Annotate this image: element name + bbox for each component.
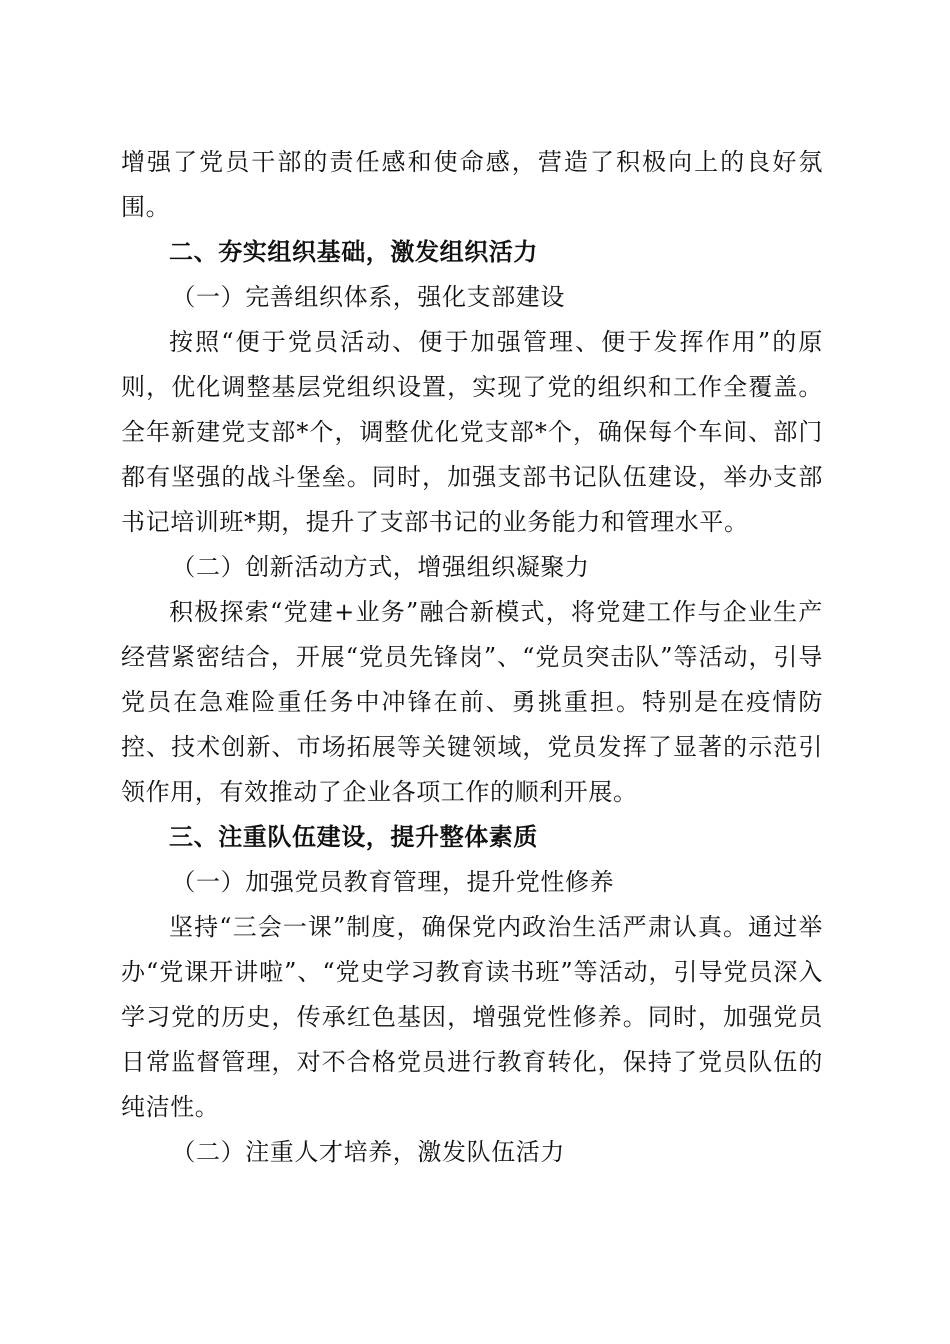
document-body	[121, 140, 823, 1175]
section-heading-3: 三、注重队伍建设，提升整体素质	[169, 823, 538, 851]
paragraph-activity-innovation: 积极探索“党建+业务”融合新模式，将党建工作与企业生产经营紧密结合，开展“党员先锋岗”、“党员突击队”等活动，引导党员在急难险重任务中冲锋在前、勇挑重担。特别是在疫情防控、技术创新、市场拓展等关键领域，党员发挥了显著的示范引领作用，有效推动了企业各项工作的顺利开展。	[121, 598, 823, 806]
subsection-heading-2-2: （二）创新活动方式，增强组织凝聚力	[171, 553, 590, 581]
subsection-heading-3-2: （二）注重人才培养，激发队伍活力	[171, 1138, 565, 1166]
section-heading-2: 二、夯实组织基础，激发组织活力	[169, 238, 538, 266]
paragraph-member-education: 坚持“三会一课”制度，确保党内政治生活严肃认真。通过举办“党课开讲啦”、“党史学习教育读书班”等活动，引导党员深入学习党的历史，传承红色基因，增强党性修养。同时，加强党员日常监督管理，对不合格党员进行教育转化，保持了党员队伍的纯洁性。	[121, 913, 823, 1121]
paragraph-continuation: 增强了党员干部的责任感和使命感，营造了积极向上的良好氛围。	[121, 148, 823, 221]
subsection-heading-2-1: （一）完善组织体系，强化支部建设	[171, 283, 565, 311]
subsection-heading-3-1: （一）加强党员教育管理，提升党性修养	[171, 868, 615, 896]
paragraph-organization-system: 按照“便于党员活动、便于加强管理、便于发挥作用”的原则，优化调整基层党组织设置，实现了党的组织和工作全覆盖。全年新建党支部*个，调整优化党支部*个，确保每个车间、部门都有坚强的战斗堡垒。同时，加强支部书记队伍建设，举办支部书记培训班*期，提升了支部书记的业务能力和管理水平。	[121, 328, 823, 536]
